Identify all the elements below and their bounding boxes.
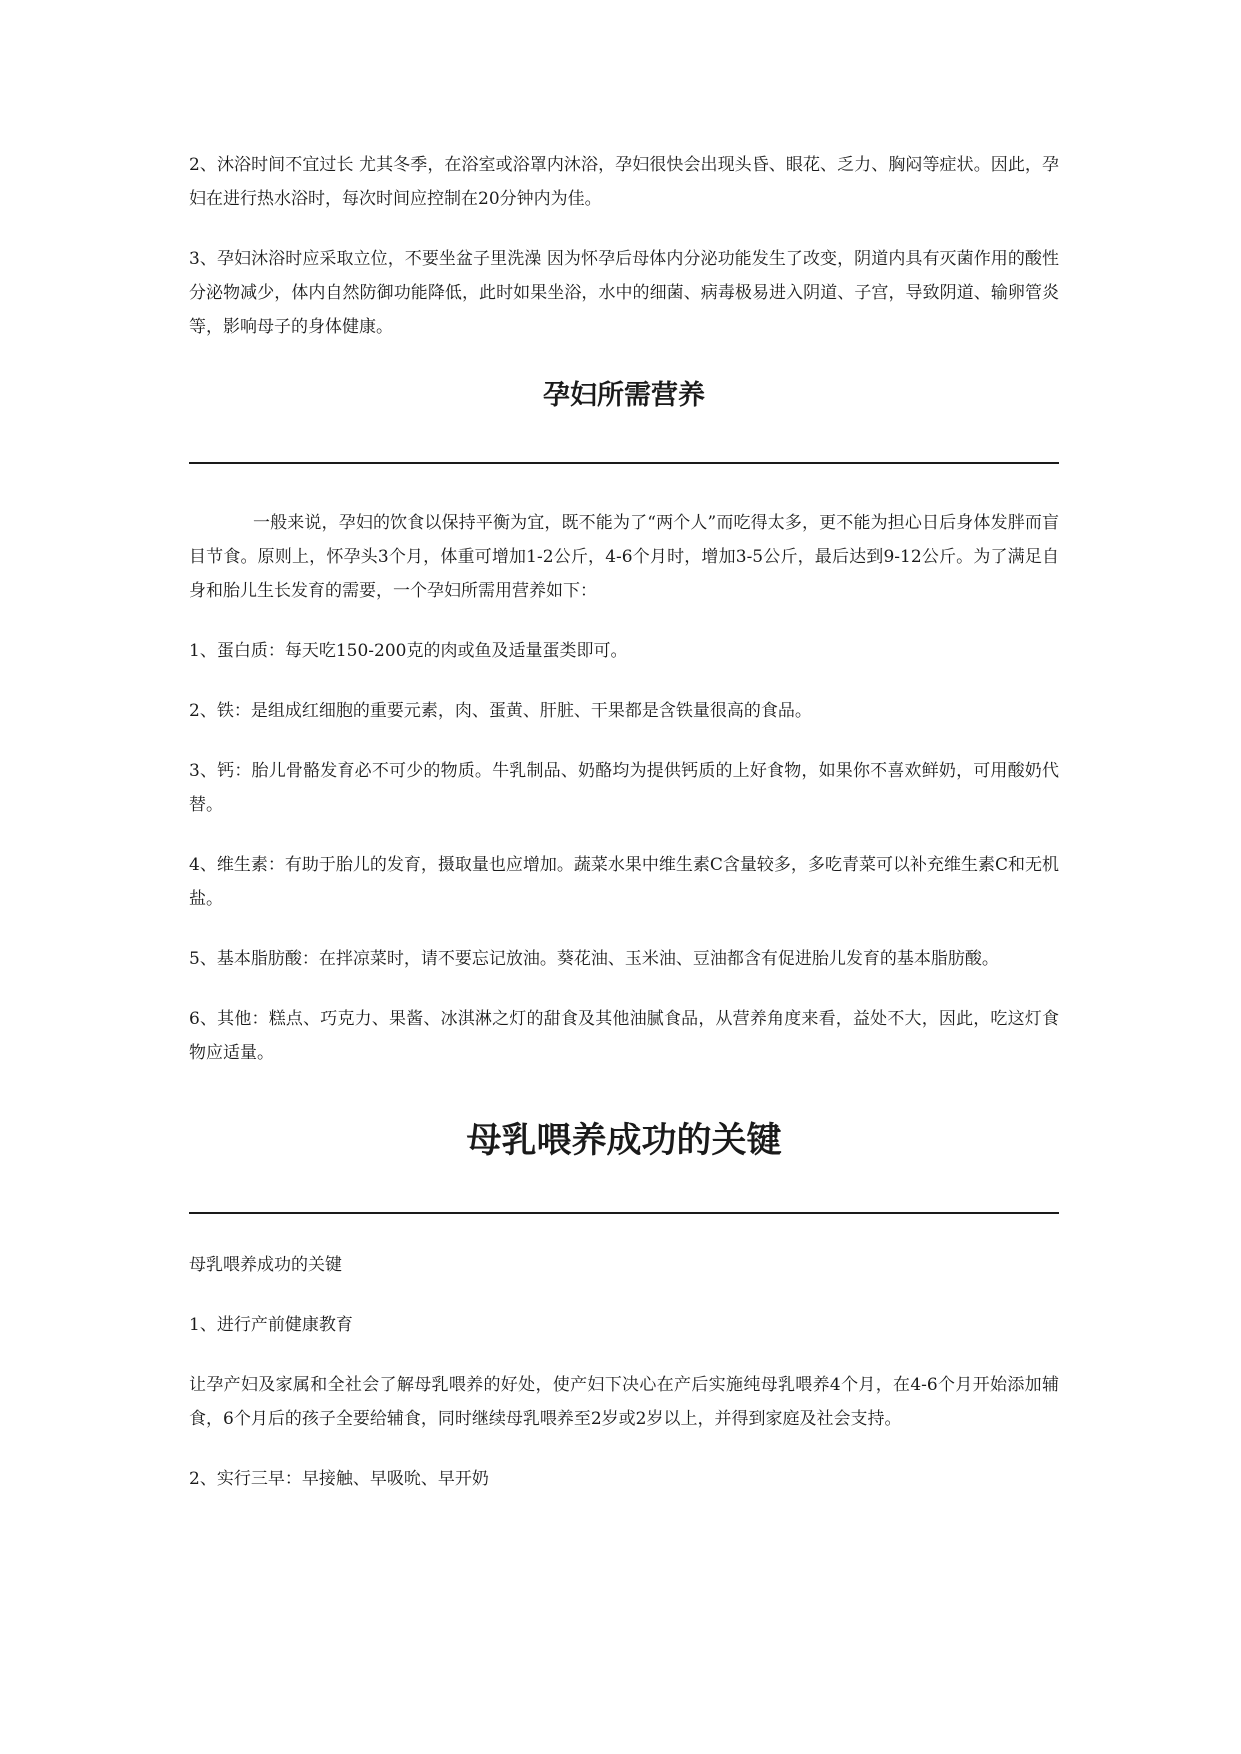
breastfeeding-item-2-title: 2、实行三早：早接触、早吸吮、早开奶 xyxy=(189,1469,489,1489)
nutrition-heading: 孕妇所需营养 xyxy=(543,380,705,411)
nutrition-item-vitamin: 4、维生素：有助于胎儿的发育，摄取量也应增加。蔬菜水果中维生素C含量较多，多吃青菜可以补充维生素C和无机盐。 xyxy=(189,855,1059,909)
nutrition-item-fatty-acid: 5、基本脂肪酸：在拌凉菜时，请不要忘记放油。葵花油、玉米油、豆油都含有促进胎儿发育的基本脂肪酸。 xyxy=(189,949,999,969)
nutrition-item-calcium: 3、钙：胎儿骨骼发育必不可少的物质。牛乳制品、奶酪均为提供钙质的上好食物，如果你不喜欢鲜奶，可用酸奶代替。 xyxy=(189,761,1059,815)
nutrition-item-iron: 2、铁：是组成红细胞的重要元素，肉、蛋黄、肝脏、干果都是含铁量很高的食品。 xyxy=(189,701,812,721)
breastfeeding-item-1-body: 让孕产妇及家属和全社会了解母乳喂养的好处，使产妇下决心在产后实施纯母乳喂养4个月，在4-6个月开始添加辅食，6个月后的孩子全要给辅食，同时继续母乳喂养至2岁或2岁以上，并得到家庭及社会支持。 xyxy=(189,1375,1059,1429)
bath-item-2: 2、沐浴时间不宜过长 尤其冬季，在浴室或浴罩内沐浴，孕妇很快会出现头昏、眼花、乏力、胸闷等症状。因此，孕妇在进行热水浴时，每次时间应控制在20分钟内为佳。 xyxy=(189,155,1059,209)
breastfeeding-subtitle: 母乳喂养成功的关键 xyxy=(189,1255,342,1275)
nutrition-intro: 一般来说，孕妇的饮食以保持平衡为宜，既不能为了“两个人”而吃得太多，更不能为担心日后身体发胖而盲目节食。原则上，怀孕头3个月，体重可增加1-2公斤，4-6个月时，增加3-5公斤，最后达到9-12公斤。为了满足自身和胎儿生长发育的需要，一个孕妇所需用营养如下： xyxy=(189,513,1059,601)
breastfeeding-divider xyxy=(189,1212,1059,1214)
document-page xyxy=(189,148,1059,1496)
nutrition-item-protein: 1、蛋白质：每天吃150-200克的肉或鱼及适量蛋类即可。 xyxy=(189,641,628,661)
breastfeeding-heading: 母乳喂养成功的关键 xyxy=(466,1120,782,1161)
nutrition-item-other: 6、其他：糕点、巧克力、果酱、冰淇淋之灯的甜食及其他油腻食品，从营养角度来看，益处不大，因此，吃这灯食物应适量。 xyxy=(189,1009,1059,1063)
bath-item-3: 3、孕妇沐浴时应采取立位，不要坐盆子里洗澡 因为怀孕后母体内分泌功能发生了改变，阴道内具有灭菌作用的酸性分泌物减少，体内自然防御功能降低，此时如果坐浴，水中的细菌、病毒极易进入阴道、子宫，导致阴道、输卵管炎等，影响母子的身体健康。 xyxy=(189,249,1059,337)
breastfeeding-item-1-title: 1、进行产前健康教育 xyxy=(189,1315,353,1335)
nutrition-divider xyxy=(189,462,1059,464)
